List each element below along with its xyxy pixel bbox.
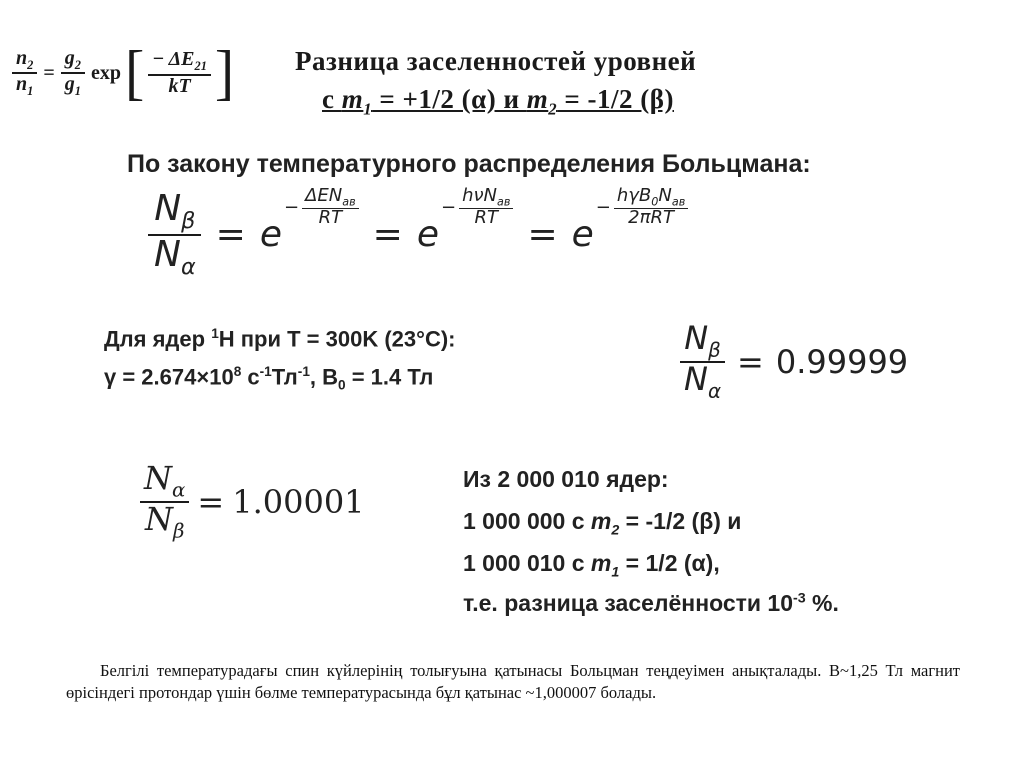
second-exponent: -1 <box>259 364 272 379</box>
calc2-m-symbol: m <box>590 508 612 534</box>
title-line-2 <box>322 84 674 119</box>
ratio2-den-symbol: N <box>144 500 173 539</box>
calculation-line-3 <box>463 550 720 581</box>
ratio2-num-symbol: N <box>144 459 172 497</box>
ratio1-num-subscript: β <box>708 338 721 362</box>
nuclei-conditions-line-2 <box>104 364 433 393</box>
m2-symbol: m <box>526 84 549 114</box>
nuclei-temperature: H при T = 300K (23°C): <box>218 326 456 352</box>
nuclei-conditions-line-1 <box>104 326 455 352</box>
calc2-prefix: 1 000 000 с <box>463 508 591 534</box>
calc3-m-symbol: m <box>590 550 612 576</box>
equals-sign-3: = <box>527 214 558 256</box>
equals-sign: = <box>43 61 55 84</box>
b-field-subscript: 0 <box>338 377 346 393</box>
minus-sign-3: − <box>595 197 611 219</box>
exp3-numerator-b: N <box>658 185 672 207</box>
ratio2-equals: = <box>197 483 225 522</box>
energy-fraction <box>148 49 211 96</box>
b0-subscript: 0 <box>651 195 659 209</box>
ratio2-value: 1.00001 <box>232 483 365 522</box>
beta-subscript: β <box>181 208 196 235</box>
population-ratio-formula <box>12 38 235 107</box>
calc3-rest: = 1/2 (α), <box>619 550 720 576</box>
b-field-value: = 1.4 Тл <box>345 364 434 390</box>
g1-subscript: 1 <box>74 84 81 98</box>
exp3-numerator-a: hγB <box>616 185 652 207</box>
gamma-exponent: 8 <box>233 364 242 379</box>
title-m2-value: = -1/2 (β) <box>557 84 674 114</box>
n1-symbol: n <box>16 73 28 95</box>
boltzmann-equation <box>148 185 688 280</box>
equals-sign-2: = <box>372 214 403 256</box>
exp-label: exp <box>90 61 121 84</box>
calc4-exponent: -3 <box>793 590 806 607</box>
alpha-subscript: α <box>180 253 196 280</box>
n-beta-symbol: N <box>154 188 182 229</box>
calc2-m-subscript: 2 <box>611 522 620 539</box>
calculation-line-2 <box>463 508 741 539</box>
exp2-subscript: ав <box>497 195 511 209</box>
unit-tesla: Тл <box>271 364 298 390</box>
exp2-numerator: hνN <box>462 185 498 207</box>
ratio2-den-subscript: β <box>172 519 185 543</box>
exponential-e-1: e <box>259 214 282 256</box>
calc2-rest: = -1/2 (β) и <box>619 508 742 534</box>
ratio2-num-subscript: α <box>172 478 186 502</box>
minus-sign-1: − <box>283 197 300 219</box>
isotope-superscript: 1 <box>211 326 219 341</box>
n2-symbol: n <box>16 46 28 69</box>
calc4-prefix: т.е. разница заселённости 10 <box>463 590 793 616</box>
exp1-numerator: ΔEN <box>305 185 343 207</box>
g2-subscript: 2 <box>74 57 81 72</box>
n-alpha-symbol: N <box>154 233 181 275</box>
ratio1-num-symbol: N <box>684 319 709 357</box>
kt-symbol: kT <box>168 74 191 97</box>
m1-subscript: 1 <box>363 99 373 119</box>
calc4-percent: %. <box>805 590 839 616</box>
minus-sign-2: − <box>440 197 457 219</box>
m2-subscript: 2 <box>548 99 558 119</box>
g2-symbol: g <box>64 46 75 69</box>
delta-e-subscript: 21 <box>194 59 207 74</box>
gamma-value: γ = 2.674×10 <box>104 364 234 390</box>
title-with-prefix: с <box>322 84 342 114</box>
calc3-m-subscript: 1 <box>611 564 620 581</box>
slide-caption: Белгілі температурадағы спин күйлерінің толығуына қатынасы Больцман теңдеуімен анықталады. B~1,25 Тл магнит өрісіндегі протондар үшін бөлме температурасында бұл қатынас ~1,000007 болады. <box>66 661 960 702</box>
exp1-denominator: RT <box>318 207 343 229</box>
equals-sign-1: = <box>215 214 246 256</box>
exponent-3 <box>596 187 689 228</box>
calc3-prefix: 1 000 010 с <box>463 550 591 576</box>
nuclei-prefix: Для ядер <box>104 326 212 352</box>
g-ratio-fraction <box>61 48 85 98</box>
left-bracket: [ <box>124 38 145 107</box>
ratio1-den-symbol: N <box>684 360 708 399</box>
exp3-subscript: ав <box>671 195 686 209</box>
n-beta-over-n-alpha <box>148 190 202 279</box>
delta-e-symbol: − ΔE <box>152 48 195 71</box>
ratio1-equals: = <box>737 343 764 382</box>
n2-subscript: 2 <box>27 57 34 72</box>
right-bracket: ] <box>214 38 235 107</box>
tesla-exponent: -1 <box>297 364 310 379</box>
n-ratio-fraction <box>12 48 37 98</box>
calculation-line-4 <box>463 590 839 617</box>
exp2-denominator: RT <box>474 207 499 229</box>
exponent-2 <box>441 187 513 228</box>
exp1-subscript: ав <box>342 195 356 209</box>
g1-symbol: g <box>64 73 75 95</box>
b-field-symbol: , B <box>309 364 339 390</box>
unit-second: с <box>241 364 260 390</box>
exp3-denominator: 2πRT <box>628 207 674 229</box>
boltzmann-heading: По закону температурного распределения Больцмана: <box>127 150 811 178</box>
m1-symbol: m <box>341 84 364 114</box>
exponential-e-2: e <box>416 214 439 256</box>
exponential-e-3: e <box>571 214 594 256</box>
ratio1-den-subscript: α <box>707 379 722 403</box>
ratio-beta-alpha <box>680 319 909 403</box>
title-m1-value: = +1/2 (α) и <box>372 84 527 114</box>
ratio-alpha-beta <box>140 459 365 543</box>
title-line-1: Разница заселенностей уровней <box>295 46 697 76</box>
calculation-line-1: Из 2 000 010 ядер: <box>463 466 669 492</box>
n1-subscript: 1 <box>27 84 34 98</box>
exponent-1 <box>284 187 359 228</box>
ratio1-value: 0.99999 <box>775 343 909 382</box>
